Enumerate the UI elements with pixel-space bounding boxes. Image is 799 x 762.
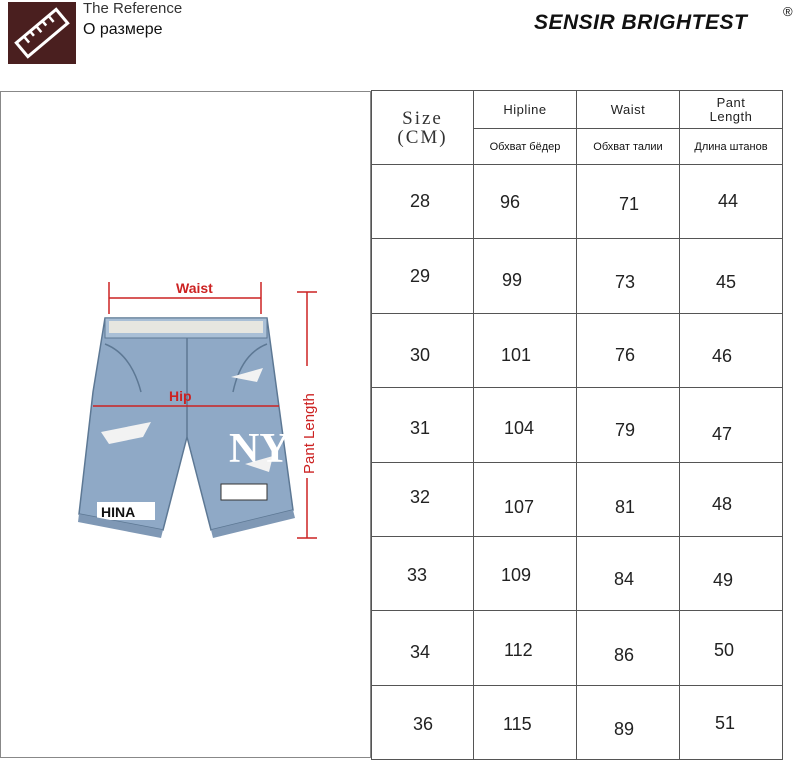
pant-length-header: Pant Length [680,91,783,129]
length-cell: 44 [680,165,783,239]
waist-cell: 81 [577,462,680,536]
size-header-unit: (CM) [397,126,448,148]
waist-header: Waist [577,91,680,129]
waist-cell: 79 [577,388,680,462]
table-row [372,611,783,685]
shorts-print-hina: HINA [101,504,136,520]
ruler-logo [8,2,76,64]
waist-label: Waist [176,280,213,296]
size-cell: 31 [372,388,474,462]
waist-cell: 84 [577,536,680,610]
waist-cell: 76 [577,313,680,387]
size-cell: 32 [372,462,474,536]
length-cell: 45 [680,239,783,313]
hipline-cell: 99 [474,239,577,313]
length-cell: 49 [680,536,783,610]
size-header-label: Size [402,107,443,129]
pant-length-header-ru: Длина штанов [680,129,783,165]
size-chart-table [371,90,783,760]
table-row [372,462,783,536]
hipline-cell: 112 [474,611,577,685]
pant-length-label: Pant Length [301,393,318,474]
length-cell: 47 [680,388,783,462]
table-row [372,536,783,610]
size-cell: 30 [372,313,474,387]
table-row [372,685,783,759]
size-cell: 28 [372,165,474,239]
waist-cell: 89 [577,685,680,759]
shorts-print-ny: NY [229,426,290,472]
size-header-cell [372,91,474,165]
registered-mark: ® [783,4,793,19]
reference-title-en: The Reference [83,0,183,17]
table-header-row [372,91,783,129]
waist-cell: 86 [577,611,680,685]
hip-label: Hip [169,388,192,404]
hipline-cell: 101 [474,313,577,387]
reference-title-ru: О размере [83,21,163,38]
hipline-cell: 104 [474,388,577,462]
hipline-cell: 115 [474,685,577,759]
hipline-header: Hipline [474,91,577,129]
hipline-cell: 109 [474,536,577,610]
hipline-header-ru: Обхват бёдер [474,129,577,165]
size-cell: 36 [372,685,474,759]
table-row [372,165,783,239]
size-cell: 33 [372,536,474,610]
length-cell: 46 [680,313,783,387]
ruler-icon [8,2,76,64]
waist-header-ru: Обхват талии [577,129,680,165]
size-cell: 29 [372,239,474,313]
hipline-cell: 96 [474,165,577,239]
table-row [372,313,783,387]
product-diagram-panel [0,91,371,758]
brand-name: SENSIR BRIGHTEST [534,11,748,34]
length-cell: 51 [680,685,783,759]
table-row [372,388,783,462]
waist-cell: 73 [577,239,680,313]
table-row [372,239,783,313]
size-cell: 34 [372,611,474,685]
length-cell: 50 [680,611,783,685]
hipline-cell: 107 [474,462,577,536]
waist-cell: 71 [577,165,680,239]
length-cell: 48 [680,462,783,536]
